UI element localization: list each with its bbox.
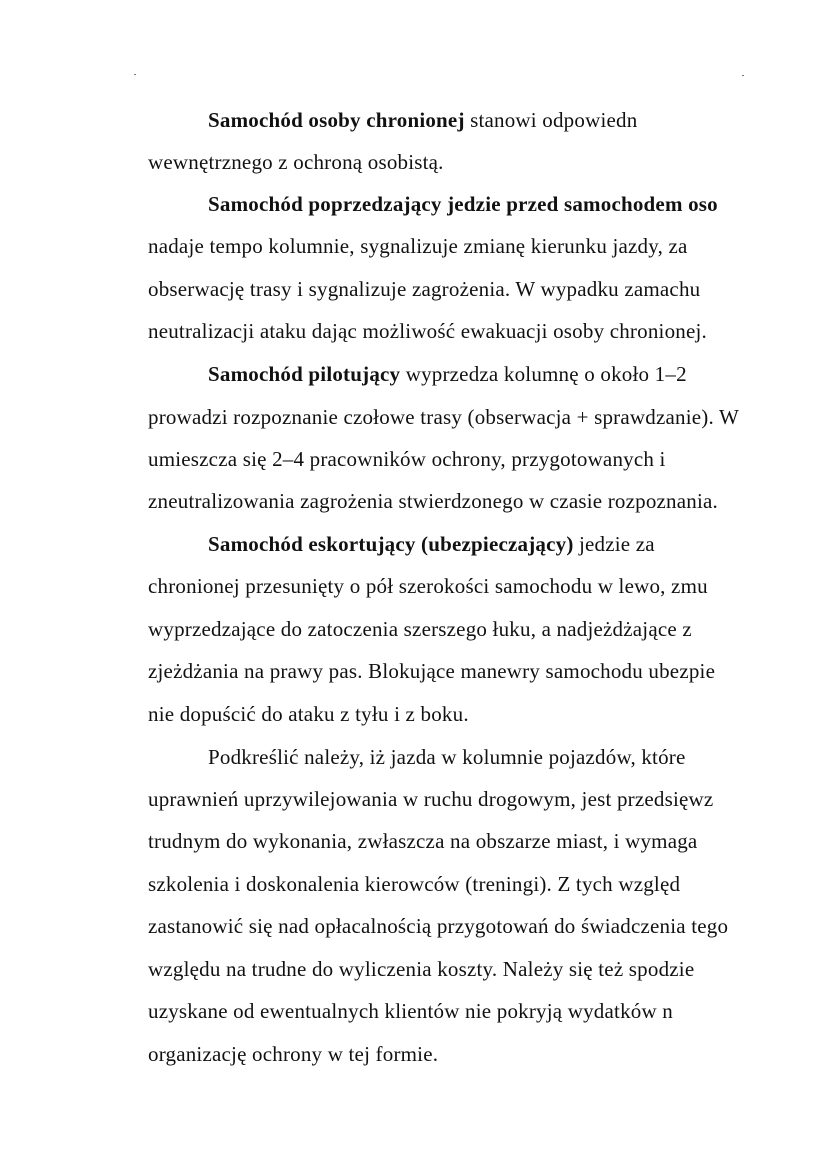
paragraph-3-line-2 xyxy=(148,404,739,430)
line-text: zastanowić się nad opłacalnością przygotowań do świadczenia tego xyxy=(148,914,729,938)
paragraph-3-line-4 xyxy=(148,488,718,514)
line-text: uzyskane od ewentualnych klientów nie pokryją wydatków n xyxy=(148,999,673,1023)
paragraph-5-line-1 xyxy=(208,744,686,770)
scan-speck xyxy=(134,74,136,75)
paragraph-4-line-2 xyxy=(148,573,708,599)
paragraph-2-line-1 xyxy=(208,191,718,217)
paragraph-3-line-3 xyxy=(148,446,666,472)
line-text: uprawnień uprzywilejowania w ruchu drogowym, jest przedsięwz xyxy=(148,787,714,811)
line-text: trudnym do wykonania, zwłaszcza na obszarze miast, i wymaga xyxy=(148,829,698,853)
paragraph-4-line-4 xyxy=(148,658,715,684)
paragraph-2-line-3 xyxy=(148,276,700,302)
line-text: nie dopuścić do ataku z tyłu i z boku. xyxy=(148,702,469,726)
bold-lead: Samochód pilotujący xyxy=(208,362,401,386)
paragraph-1-line-2 xyxy=(148,149,444,175)
paragraph-5-line-2 xyxy=(148,786,713,812)
line-text: stanowi odpowiedn xyxy=(464,108,638,132)
line-text: obserwację trasy i sygnalizuje zagrożenia. W wypadku zamachu xyxy=(148,277,701,301)
paragraph-5-line-8 xyxy=(148,1041,438,1067)
line-text: wyprzedza kolumnę o około 1–2 xyxy=(400,362,687,386)
paragraph-1-line-1 xyxy=(208,107,637,133)
paragraph-5-line-3 xyxy=(148,828,697,854)
paragraph-4-line-3 xyxy=(148,616,692,642)
paragraph-3-line-1 xyxy=(208,361,687,387)
paragraph-5-line-5 xyxy=(148,913,728,939)
line-text: względu na trudne do wyliczenia koszty. Należy się też spodzie xyxy=(148,957,695,981)
line-text: nadaje tempo kolumnie, sygnalizuje zmianę kierunku jazdy, za xyxy=(148,234,688,258)
paragraph-5-line-6 xyxy=(148,956,694,982)
paragraph-4-line-1 xyxy=(208,531,655,557)
line-text: chronionej przesunięty o pół szerokości samochodu w lewo, zmu xyxy=(148,574,708,598)
line-text: neutralizacji ataku dając możliwość ewakuacji osoby chronionej. xyxy=(148,319,707,343)
paragraph-2-line-2 xyxy=(148,233,688,259)
line-text: umieszcza się 2–4 pracowników ochrony, przygotowanych i xyxy=(148,447,666,471)
line-text: wyprzedzające do zatoczenia szerszego łuku, a nadjeżdżające z xyxy=(148,617,692,641)
line-text: organizację ochrony w tej formie. xyxy=(148,1042,439,1066)
bold-lead: Samochód osoby chronionej xyxy=(208,108,465,132)
paragraph-4-line-5 xyxy=(148,701,469,727)
line-text: Podkreślić należy, iż jazda w kolumnie pojazdów, które xyxy=(208,745,686,769)
line-text: szkolenia i doskonalenia kierowców (treningi). Z tych względ xyxy=(148,872,681,896)
line-text: zneutralizowania zagrożenia stwierdzonego w czasie rozpoznania. xyxy=(148,489,718,513)
paragraph-5-line-4 xyxy=(148,871,680,897)
bold-lead: Samochód poprzedzający jedzie przed samochodem oso xyxy=(208,192,718,216)
line-text: prowadzi rozpoznanie czołowe trasy (obserwacja + sprawdzanie). W xyxy=(148,405,739,429)
line-text: jedzie za xyxy=(573,532,655,556)
bold-lead: Samochód eskortujący (ubezpieczający) xyxy=(208,532,574,556)
line-text: zjeżdżania na prawy pas. Blokujące manewry samochodu ubezpie xyxy=(148,659,716,683)
paragraph-2-line-4 xyxy=(148,318,707,344)
paragraph-5-line-7 xyxy=(148,998,673,1024)
scan-speck xyxy=(742,75,744,76)
line-text: wewnętrznego z ochroną osobistą. xyxy=(148,150,444,174)
